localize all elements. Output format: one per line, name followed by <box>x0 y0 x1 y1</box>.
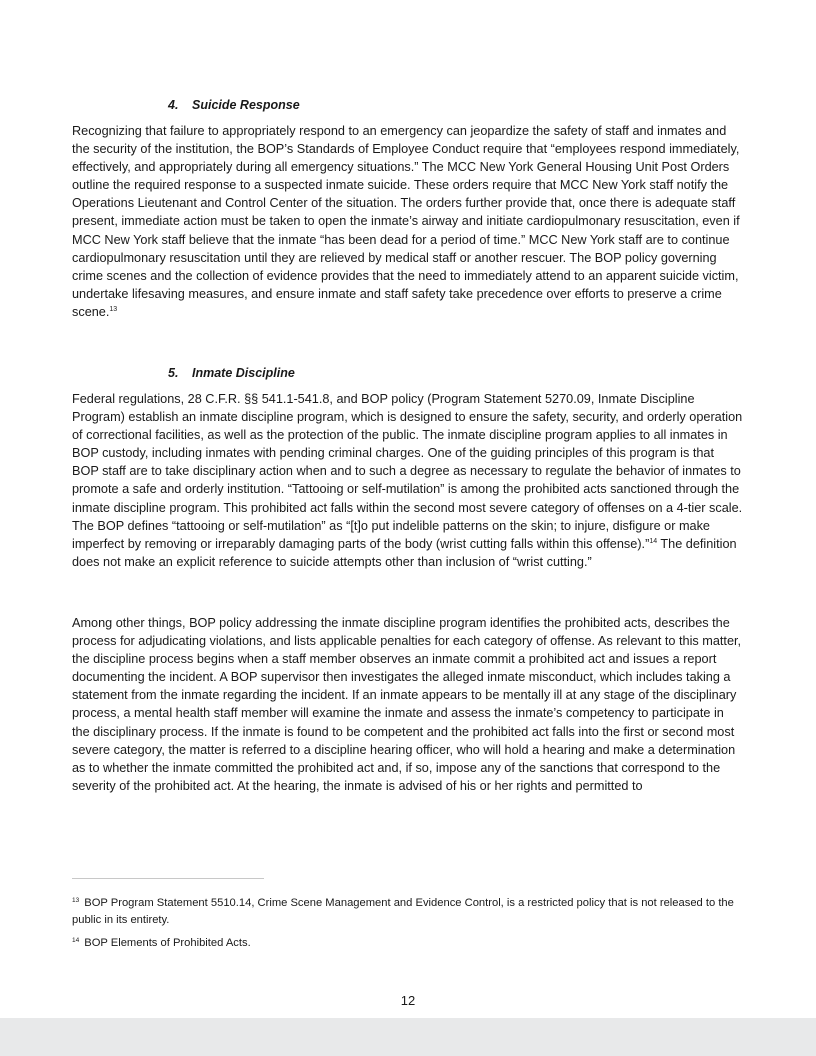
paragraph-text: Recognizing that failure to appropriately respond to an emergency can jeopardize the safety of staff and inmates and the security of the institution, the BOP’s Standards of Employee Conduct require that “employees respond immediately, effectively, and appropriately during all emergency situations.” The MCC New York General Housing Unit Post Orders outline the required response to a suspected inmate suicide. These orders require that MCC New York staff notify the Operations Lieutenant and Control Center of the situation. The orders further provide that, once there is adequate staff present, immediate action must be taken to open the inmate’s airway and initiate cardiopulmonary resuscitation, even if MCC New York staff believe that the inmate “has been dead for a period of time.” MCC New York staff are to continue cardiopulmonary resuscitation until they are relieved by medical staff or another rescuer. The BOP policy governing crime scenes and the collection of evidence provides that the need to immediately attend to an apparent suicide victim, undertake lifesaving measures, and ensure inmate and staff safety take precedence over efforts to preserve a crime scene. <box>72 124 740 319</box>
section-title: Suicide Response <box>192 98 300 112</box>
footnote-14 <box>72 935 744 952</box>
footnote-divider <box>72 878 264 879</box>
footnote-text: BOP Program Statement 5510.14, Crime Scene Management and Evidence Control, is a restricted policy that is not released to the public in its entirety. <box>72 897 734 926</box>
footnote-text: BOP Elements of Prohibited Acts. <box>84 937 251 949</box>
footnote-number: 14 <box>72 937 80 944</box>
page-number: 12 <box>400 993 416 1008</box>
footnote-13 <box>72 895 744 928</box>
section-title: Inmate Discipline <box>192 366 295 380</box>
discipline-process-paragraph <box>72 614 744 795</box>
paragraph-text: Federal regulations, 28 C.F.R. §§ 541.1-541.8, and BOP policy (Program Statement 5270.09, Inmate Discipline Program) establish an inmate discipline program, which is designed to ensure the safety, security, and orderly operation of correctional facilities, as well as the protection of the public. The inmate discipline program applies to all inmates in BOP custody, including inmates with pending criminal charges. One of the guiding principles of this program is that BOP staff are to take disciplinary action when and to such a degree as necessary to regulate the behavior of inmates to promote a safe and orderly institution. “Tattooing or self-mutilation” is among the prohibited acts sanctioned through the inmate discipline program. This prohibited act falls within the second most severe category of offenses on a 4-tier scale. The BOP defines “tattooing or self-mutilation” as “[t]o put indelible patterns on the skin; to injure, disfigure or make imperfect by removing or irreparably damaging parts of the body (wrist cutting falls within this offense).” <box>72 392 743 551</box>
section-number: 5. <box>168 366 179 380</box>
viewer-bottom-gutter <box>0 1018 816 1056</box>
footnote-number: 13 <box>72 897 80 904</box>
paragraph-text-continued: The definition does not make an explicit reference to suicide attempts other than inclusion of “wrist cutting.” <box>72 536 737 569</box>
section-heading-suicide-response <box>168 97 300 113</box>
footnote-ref-14[interactable]: 14 <box>649 537 658 545</box>
paragraph-text: Among other things, BOP policy addressing the inmate discipline program identifies the prohibited acts, describes the process for adjudicating violations, and lists applicable penalties for each category of offense. As relevant to this matter, the discipline process begins when a staff member observes an inmate commit a prohibited act and issues a report documenting the incident. A BOP supervisor then investigates the alleged inmate misconduct, which includes taking a statement from the inmate regarding the incident. If an inmate appears to be mentally ill at any stage of the disciplinary process, a mental health staff member will examine the inmate and assess the inmate’s competency to participate in the disciplinary process. If the inmate is found to be competent and the prohibited act falls into the first or second most severe category, the matter is referred to a discipline hearing officer, who will hold a hearing and make a determination as to whether the inmate committed the prohibited act and, if so, impose any of the sanctions that correspond to the severity of the prohibited act. At the hearing, the inmate is advised of his or her rights and permitted to <box>72 616 742 793</box>
inmate-discipline-paragraph <box>72 390 744 571</box>
footnote-ref-13[interactable]: 13 <box>109 305 118 313</box>
suicide-response-paragraph <box>72 122 744 321</box>
section-heading-inmate-discipline <box>168 365 295 381</box>
section-number: 4. <box>168 98 179 112</box>
